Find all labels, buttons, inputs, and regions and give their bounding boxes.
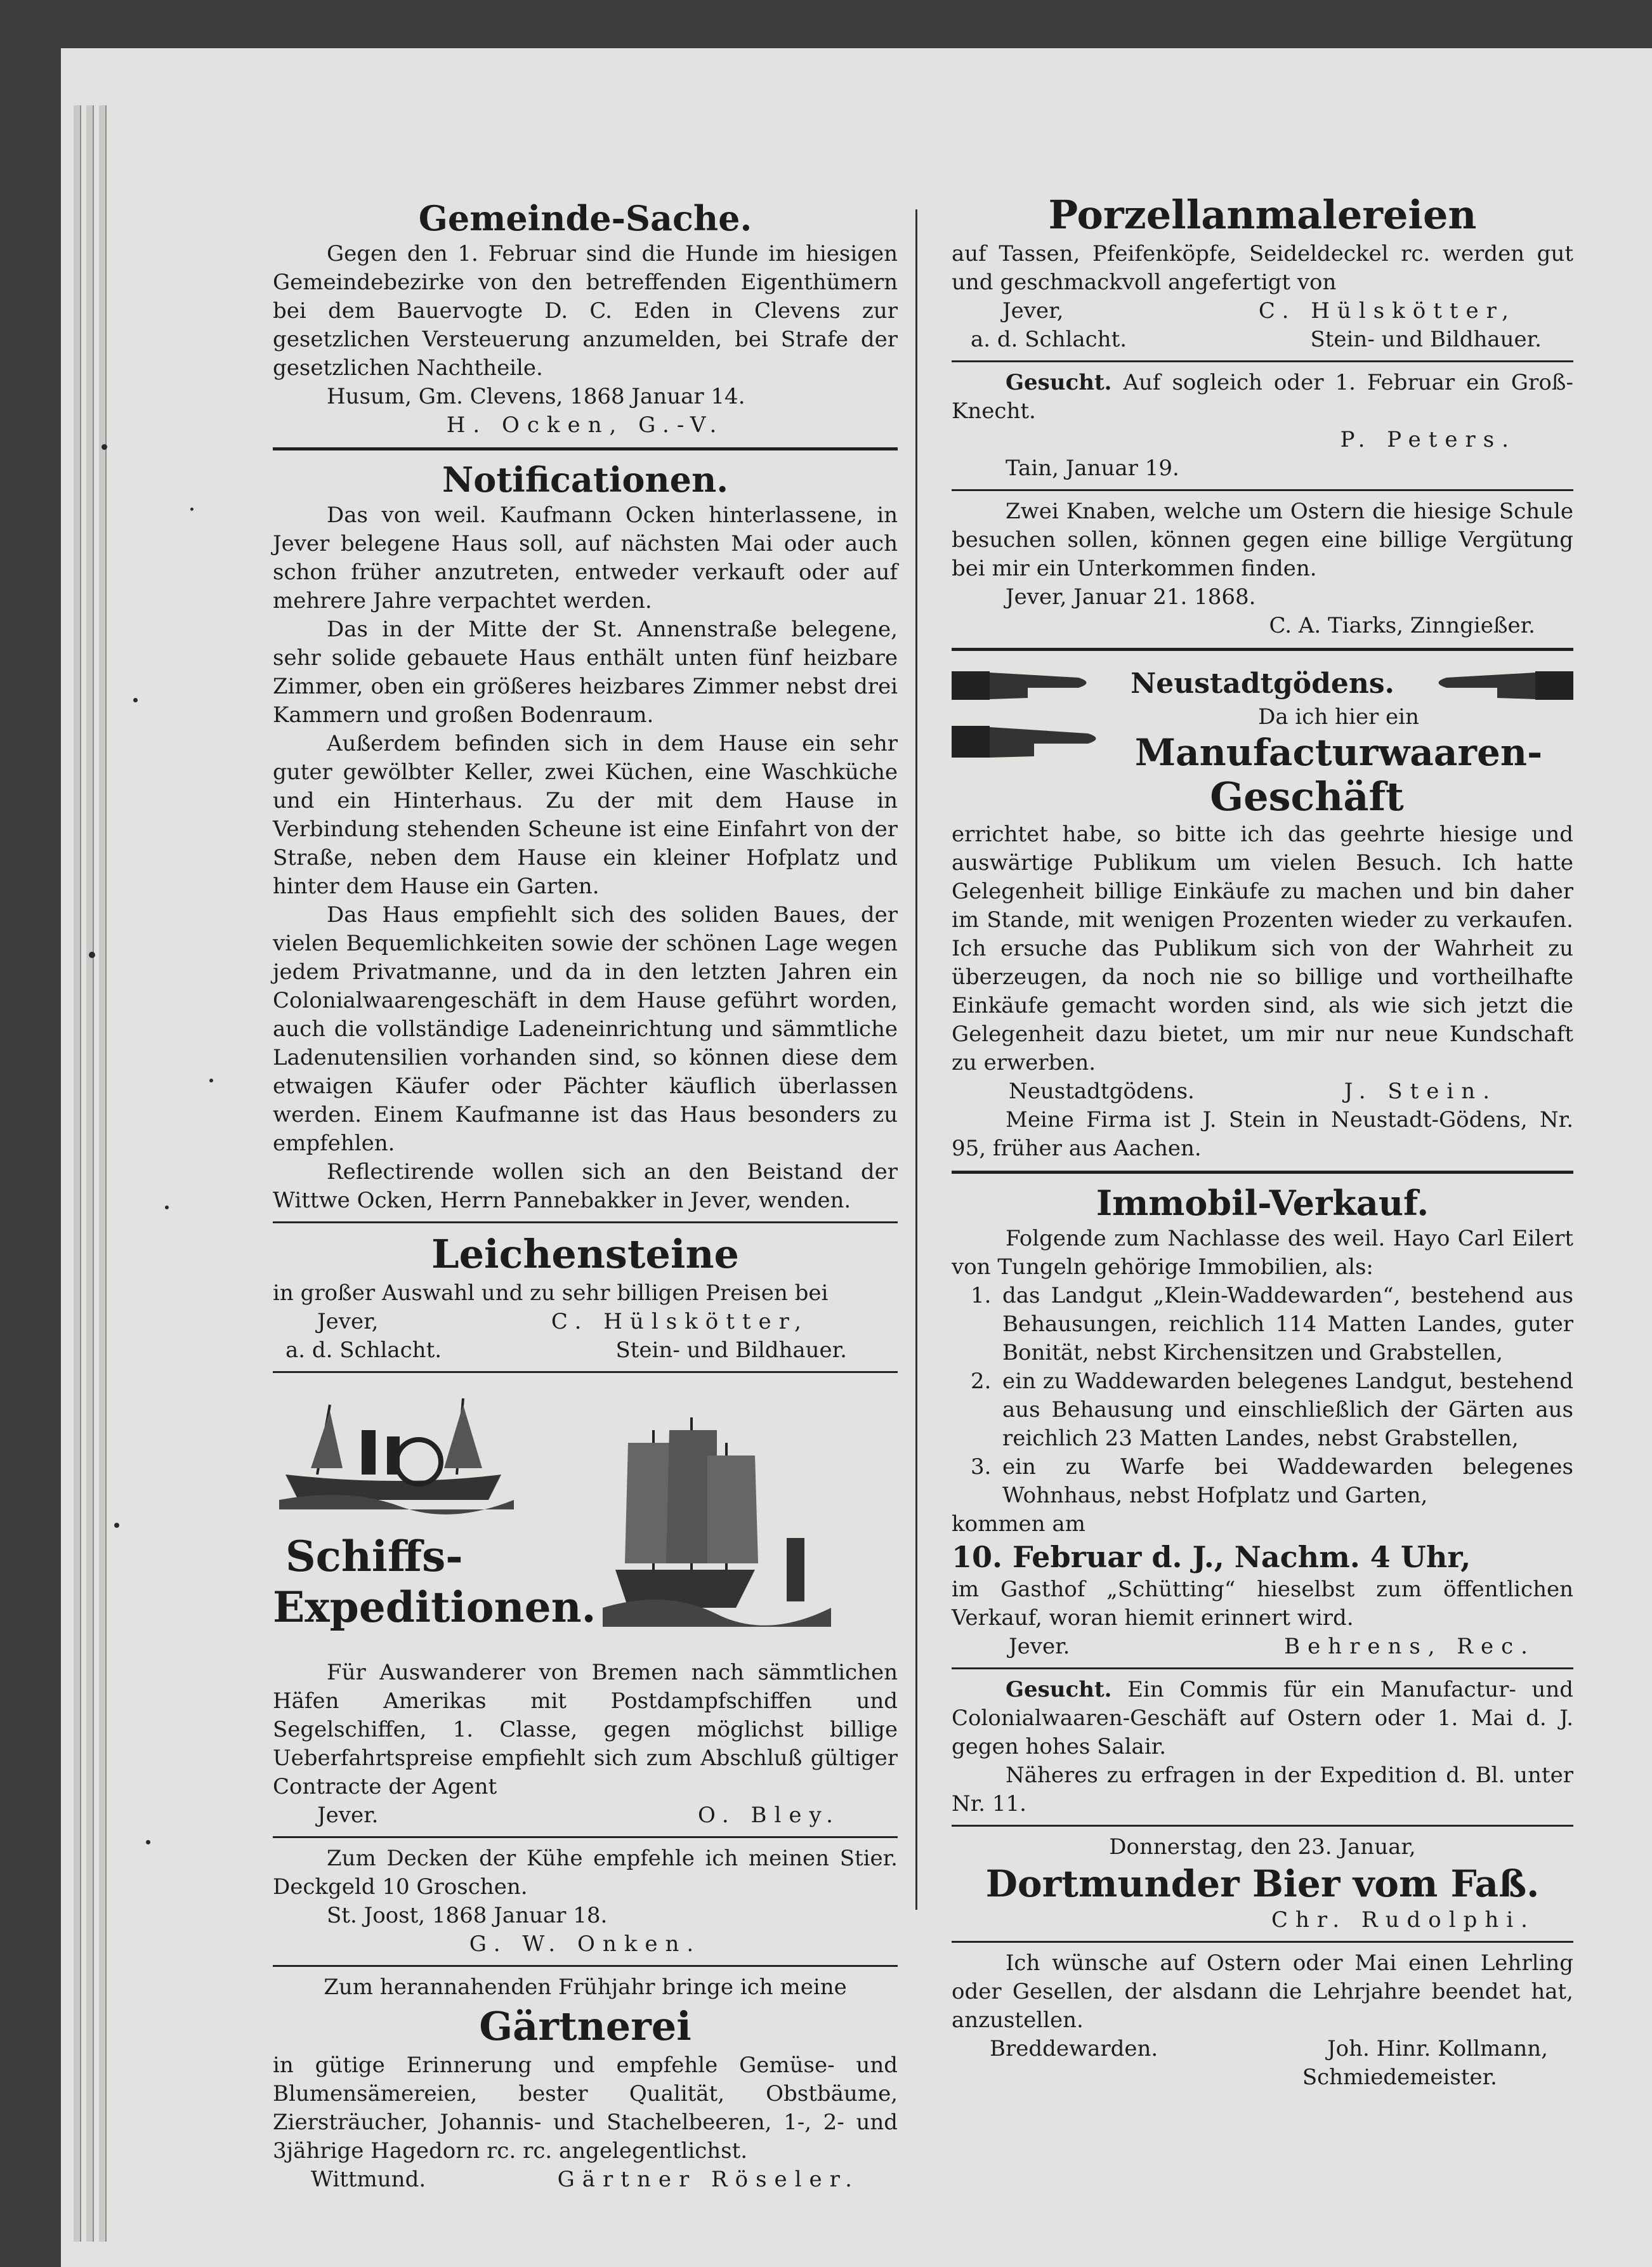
notif-p4: Das Haus empfiehlt sich des soliden Baues, der vielen Bequemlichkeiten sowie der schönen Lage wegen jedem Privatmanne, und da in den letzten Jahren ein Colonialwaarengeschäft in dem Hause geführt worden, auch die vollständige Ladeneinrichtung und sämmtliche Ladenutensilien vorhanden sind, so können diese dem etwaigen Käufer oder Pächter käuflich überlassen werden. Einem Kaufmanne ist das Haus besonders zu empfehlen. [273,902,898,1156]
porzellan-sig-row [952,325,1573,354]
gemeinde-text: Gegen den 1. Februar sind die Hunde im hiesigen Gemeindebezirke von den betreffenden Eigenthümern bei dem Bauervogte D. C. Eden in Clevens zur gesetzlichen Versteuerung anzumelden, bei Strafe der gesetzlichen Nachtheile. [273,241,898,381]
stain [89,952,95,958]
divider [273,1836,898,1838]
sig-place: Neustadtgödens. [1009,1079,1195,1104]
schiffs-illustration [273,1379,898,1659]
leichensteine-text: in großer Auswahl und zu sehr billigen Preisen bei [273,1280,829,1306]
sig-name: C. Hülskötter, [1258,298,1516,324]
stain [209,1079,213,1082]
manufactur-firma: Meine Firma ist J. Stein in Neustadt-Gödens, Nr. 95, früher aus Aachen. [952,1107,1573,1161]
stain [102,444,107,450]
gesucht-detail: Näheres zu erfragen in der Expedition d. Bl. unter Nr. 11. [952,1763,1573,1817]
gemeinde-heading: Gemeinde-Sache. [418,198,752,239]
sig-place: Jever. [1009,1634,1070,1659]
divider [952,360,1573,362]
item-number: 1. [971,1283,992,1308]
immobil-date: 10. Februar d. J., Nachm. 4 Uhr, [952,1540,1471,1574]
list-item [952,1282,1573,1367]
item-text: das Landgut „Klein-Waddewarden“, bestehend aus Behausungen, reichlich 114 Matten Landes, guter Bonität, nebst Kirchensitzen und Grabstellen, [1002,1283,1573,1365]
gesucht-label: Gesucht. [1006,1677,1112,1702]
divider [273,447,898,450]
leichensteine-sig-row [273,1308,898,1336]
schiffs-text: Für Auswanderer von Bremen nach sämmtlichen Häfen Amerikas mit Postdampfschiffen und Segelschiffen, 1. Classe, gegen möglichst billige Ueberfahrtspreise empfiehlt sich zum Abschluß gültiger Contracte der Agent [273,1660,898,1799]
notif-p1: Das von weil. Kaufmann Ocken hinterlassene, in Jever belegene Haus soll, auf nächsten Mai oder auch schon früher anzutreten, entweder verkauft oder auf mehrere Jahre verpachtet werden. [273,503,898,614]
stier-place: St. Joost, 1868 Januar 18. [327,1903,608,1928]
gaertnerei-text: in gütige Erinnerung und empfehle Gemüse- und Blumensämereien, bester Qualität, Obstbäume, Ziersträucher, Johannis- und Stachelbeeren, 1-, 2- und 3jährige Hagedorn rc. rc. angelegentlichst. [273,2053,898,2164]
divider [952,1941,1573,1943]
notif-p5: Reflectirende wollen sich an den Beistand der Wittwe Ocken, Herrn Pannebakker in Jever, wenden. [273,1159,898,1213]
item-text: ein zu Waddewarden belegenes Landgut, bestehend aus Behausung und einschließlich der Gärten aus reichlich 23 Matten Landes, nebst Grabstellen, [1002,1369,1573,1451]
sig-name: Gärtner Röseler. [557,2167,860,2192]
leichensteine-sig-row [273,1336,898,1365]
immobil-list [952,1282,1573,1510]
manufactur-town: Neustadtgödens. [1131,667,1394,700]
sig-trade: Stein- und Bildhauer. [1310,327,1542,352]
immobil-heading: Immobil-Verkauf. [1096,1183,1429,1223]
lehrling-text: Ich wünsche auf Ostern oder Mai einen Lehrling oder Gesellen, der alsdann die Lehrjahre beendet hat, anzustellen. [952,1950,1573,2033]
lehrling-trade: Schmiedemeister. [1302,2065,1497,2090]
stier-signature: G. W. Onken. [469,1931,702,1957]
sig-trade: Stein- und Bildhauer. [615,1337,847,1363]
page-edge [74,105,81,2242]
divider [952,489,1573,491]
item-number: 2. [971,1369,992,1394]
manufactur-heading-2: Geschäft [1210,773,1404,820]
gesucht-place: Tain, Januar 19. [1006,456,1179,481]
item-number: 3. [971,1454,992,1480]
item-text: ein zu Warfe bei Waddewarden belegenes Wohnhaus, nebst Hofplatz und Garten, [1002,1454,1573,1508]
porzellan-text: auf Tassen, Pfeifenköpfe, Seideldeckel rc. werden gut und geschmackvoll angefertigt von [952,241,1573,295]
sig-place: Jever, [1002,298,1064,324]
sig-place: a. d. Schlacht. [971,327,1127,352]
sig-name: J. Stein. [1344,1079,1497,1104]
sig-name: O. Bley. [698,1803,841,1828]
divider [273,1965,898,1967]
divider [952,1825,1573,1827]
gesucht-label: Gesucht. [1006,370,1112,395]
stain [114,1523,119,1528]
manufactur-title-row [952,704,1573,774]
bier-signature: Chr. Rudolphi. [1271,1907,1535,1933]
right-column [952,190,1573,2092]
gaertnerei-heading: Gärtnerei [479,2003,692,2049]
porzellan-sig-row [952,297,1573,325]
left-column [273,197,898,2194]
schiffs-heading-2: Expeditionen. [273,1582,596,1632]
list-item [952,1453,1573,1510]
bier-date: Donnerstag, den 23. Januar, [1109,1834,1416,1860]
notif-p3: Außerdem befinden sich in dem Hause ein sehr guter gewölbter Keller, zwei Küchen, eine Waschküche und ein Hinterhaus. Zu der mit dem Hause in Verbindung stehenden Scheune ist eine Einfahrt von der Straße, neben dem Hause ein kleiner Hofplatz und hinter dem Hause ein Garten. [273,731,898,899]
schiffs-heading-1: Schiffs- [285,1532,463,1581]
manufactur-text: errichtet habe, so bitte ich das geehrte hiesige und auswärtige Publikum um vielen Besuch. Ich hatte Gelegenheit billige Einkäufe zu machen und bin daher im Stande, mit wenigen Prozenten wieder zu verkaufen. Ich ersuche das Publikum sich von der Wahrheit zu überzeugen, da noch nie so billige und vortheilhafte Einkäufe gemacht worden sind, als wie sich jetzt die Gelegenheit dazu bietet, um mir nur neue Kundschaft zu erwerben. [952,822,1573,1075]
porzellan-heading: Porzellanmalereien [1048,192,1477,238]
divider [952,1171,1573,1174]
gaertnerei-intro: Zum herannahenden Frühjahr bringe ich meine [324,1975,847,2000]
manufactur-header [952,659,1573,709]
page-edge [86,105,94,2242]
divider [952,648,1573,651]
notif-p2: Das in der Mitte der St. Annenstraße belegene, sehr solide gebauete Haus enthält unten fünf heizbare Zimmer, oben ein größeres heizbares Zimmer nebst drei Kammern und großen Bodenraum. [273,617,898,728]
pointing-hand-icon [1427,659,1573,709]
divider [952,1667,1573,1669]
schiffs-sig-row [273,1801,898,1830]
notif-heading: Notificationen. [442,459,729,500]
gesucht-signature: P. Peters. [1340,427,1516,452]
immobil-text: im Gasthof „Schütting“ hieselbst zum öffentlichen Verkauf, woran hiemit erinnert wird. [952,1577,1573,1631]
list-item [952,1367,1573,1453]
sig-place: a. d. Schlacht. [285,1337,442,1363]
sig-place: Jever. [317,1803,379,1828]
stain [146,1840,150,1844]
gesucht-text: Ein Commis für ein Manufactur- und Colonialwaaren-Geschäft auf Ostern oder 1. Mai d. J. gegen hohes Salair. [952,1677,1573,1759]
immobil-sig-row [952,1633,1573,1661]
gemeinde-place: Husum, Gm. Clevens, 1868 Januar 14. [327,384,745,409]
knaben-signature: C. A. Tiarks, Zinngießer. [1269,613,1535,638]
sig-place: Jever, [317,1309,379,1334]
immobil-kommen: kommen am [952,1511,1085,1537]
manufactur-sig-row [952,1077,1573,1106]
gesucht-text: Auf sogleich oder 1. Februar ein Groß-Knecht. [952,370,1573,424]
divider [273,1371,898,1373]
gemeinde-signature: H. Ocken, G.-V. [446,412,724,438]
immobil-intro: Folgende zum Nachlasse des weil. Hayo Carl Eilert von Tungeln gehörige Immobilien, als: [952,1226,1573,1280]
pointing-hand-icon [952,713,1104,770]
gaertnerei-sig-row [273,2165,898,2194]
knaben-place: Jever, Januar 21. 1868. [1006,584,1256,610]
sig-name: C. Hülskötter, [551,1309,809,1334]
stain [190,508,193,511]
divider [273,1221,898,1223]
leichensteine-heading: Leichensteine [431,1231,739,1277]
manufactur-intro: Da ich hier ein [1258,704,1419,730]
sig-name: Behrens, Rec. [1284,1634,1535,1659]
knaben-text: Zwei Knaben, welche um Ostern die hiesige Schule besuchen sollen, können gegen eine billige Vergütung bei mir ein Unterkommen finden. [952,499,1573,581]
sig-place: Wittmund. [311,2167,426,2192]
bier-heading: Dortmunder Bier vom Faß. [985,1862,1540,1905]
manufactur-heading-1: Manufacturwaaren- [1134,731,1543,774]
sig-name: Joh. Hinr. Kollmann, [1327,2036,1548,2061]
lehrling-sig-row [952,2035,1573,2063]
column-divider [915,209,917,1910]
stain [133,698,138,702]
sig-place: Breddewarden. [990,2036,1158,2061]
page-edge [99,105,107,2242]
pointing-hand-icon [952,659,1098,709]
stier-text: Zum Decken der Kühe empfehle ich meinen Stier. Deckgeld 10 Groschen. [273,1846,898,1900]
stain [165,1206,169,1209]
